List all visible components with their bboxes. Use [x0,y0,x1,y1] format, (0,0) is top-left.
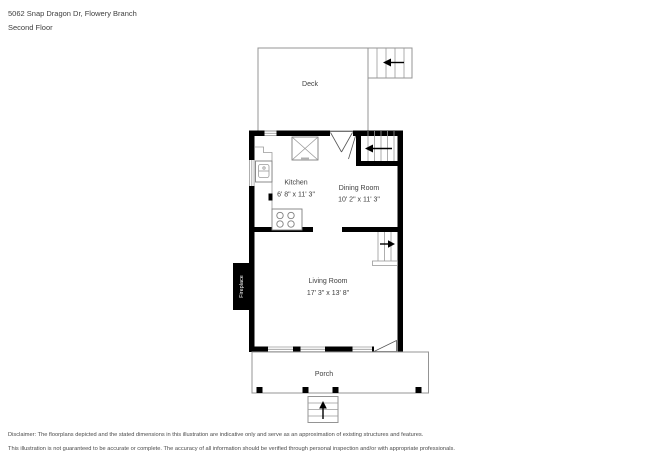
wall-stairs-left [356,131,361,167]
deck-label: Deck [302,81,318,88]
deck-area [258,48,368,131]
counter-jamb [269,194,273,201]
disclaimer-line-2: This illustration is not guaranteed to be accurate or complete. The accuracy of all information should be verified through personal inspection and/or with appropriate professionals. [8,446,455,452]
stove [272,209,302,230]
wall-left-a [249,131,255,161]
dining-room-label: Dining Room [338,185,380,192]
living-room-door-swing [374,341,397,352]
kitchen-dims: 6' 8" x 11' 3" [277,191,315,199]
porch-stairs [308,397,338,423]
dining-room-dims: 10' 2" x 11' 3" [338,196,380,204]
window-living-2 [301,347,326,352]
floor-line: Second Floor [8,23,53,32]
closet-tag [301,158,309,161]
window-top [265,131,277,136]
deck-stairs [368,48,412,78]
room-labels [277,180,380,298]
fireplace-label: Fireplace [239,275,245,298]
porch-posts [257,387,422,393]
dining-stairs-arrow-icon [365,145,392,153]
wall-bottom-c [325,347,353,353]
stairs-door-swing [349,136,356,159]
kitchen-sink [256,161,273,182]
porch-area [252,352,429,423]
window-living-3 [353,347,373,352]
living-room-dims: 17' 3" x 13' 8" [306,290,350,297]
porch-label: Porch [314,371,334,378]
living-room-label: Living Room [308,278,348,285]
wall-divider-b [342,227,403,232]
disclaimer-line-1: Disclaimer: The floorplans depicted and the stated dimensions in this illustration are indicative only and serve as an approximation of existing structures and features. [8,432,424,438]
wall-bottom-b [293,347,301,353]
living-stairs [373,232,398,266]
living-stairs-arrow-icon [380,240,395,248]
kitchen-label: Kitchen [284,179,308,187]
wall-top-b [277,131,331,137]
deck-double-door [330,132,353,153]
window-living-1 [268,347,293,352]
deck-outline [258,48,368,131]
closet-crossbox [292,137,318,160]
disclaimer [8,428,455,456]
wall-stairs-bottom [356,161,403,166]
fireplace [233,263,252,310]
living-stairs-landing [373,261,398,266]
porch-outline [252,352,429,393]
wall-bottom-d [372,347,374,353]
address-line: 5062 Snap Dragon Dr, Flowery Branch [8,9,137,18]
wall-bottom-a [249,347,268,353]
window-kitchen-left [250,160,255,186]
